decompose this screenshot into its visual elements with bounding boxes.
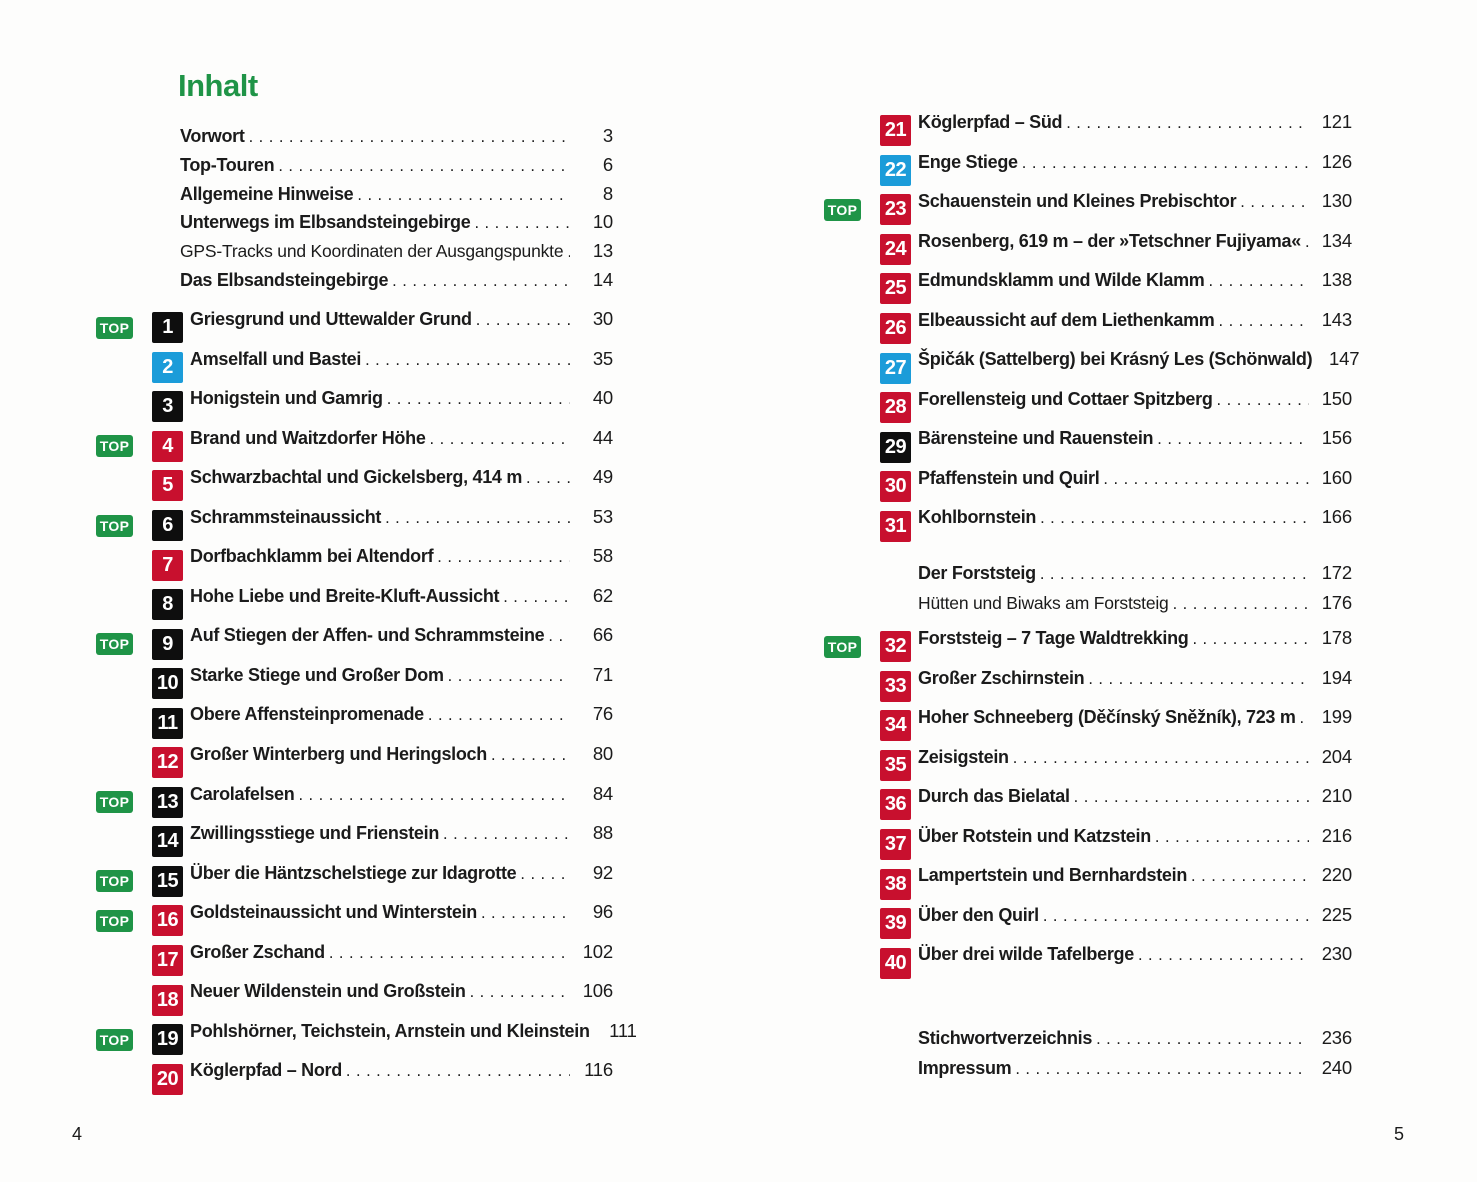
tour-number-box: 22 [880,155,911,186]
toc-entry-title: Über Rotstein und Katzstein [918,825,1151,846]
dot-leader [385,509,570,528]
dot-leader [443,825,570,844]
toc-entry-page: 53 [592,505,613,527]
toc-entry-title: Honigstein und Gamrig [190,388,383,409]
toc-entry-29 [824,427,1352,467]
toc-entry-title: Großer Zschirnstein [918,667,1085,688]
dot-leader [1088,670,1309,689]
dot-leader [1043,907,1309,926]
toc-entry-33 [824,667,1352,707]
toc-entry-31 [824,506,1352,546]
tour-number-box: 33 [880,671,911,702]
toc-entry-page: 116 [584,1059,613,1081]
toc-entry-32 [824,627,1352,667]
top-badge: TOP [96,1029,133,1051]
toc-entry-27 [824,348,1360,388]
toc-entry-title: Hütten und Biwaks am Forststeig [918,593,1169,613]
toc-entry [180,211,613,240]
dot-leader [1208,272,1309,291]
toc-entry-title: Unterwegs im Elbsandsteingebirge [180,212,471,233]
toc-entry-page: 6 [602,153,613,175]
toc-entry-page: 176 [1321,592,1352,613]
toc-entry-page: 44 [592,426,613,448]
toc-entry-25 [824,269,1352,309]
toc-entry-title: Bärensteine und Rauenstein [918,428,1154,449]
toc-entry-title: Vorwort [180,126,245,146]
toc-entry-17 [96,941,613,981]
dot-leader [387,390,570,409]
toc-entry-title: Obere Affensteinpromenade [190,704,424,725]
tour-number-box: 30 [880,471,911,502]
tour-number-box: 19 [152,1024,183,1055]
toc-entry-title: Schwarzbachtal und Gickelsberg, 414 m [190,467,523,488]
toc-entry-page: 216 [1321,824,1352,846]
top-badge-slot [96,1029,152,1051]
toc-entry-title: Lampertstein und Bernhardstein [918,865,1188,886]
top-badge: TOP [96,791,133,813]
toc-entry-title: Carolafelsen [190,783,295,804]
top-badge-slot [96,870,152,892]
toc-entry-title: Edmundsklamm und Wilde Klamm [918,270,1205,291]
toc-entry-9 [96,624,613,664]
toc-entry-title: Forststeig – 7 Tage Waldtrekking [918,628,1189,648]
dot-leader [365,351,570,370]
dot-leader [1022,154,1309,173]
toc-entry-title: Schrammsteinaussicht [190,506,382,527]
dot-leader [1040,509,1309,528]
toc-entry [918,592,1352,622]
toc-entry-title: Über die Häntzschelstiege zur Idagrotte [190,862,517,883]
toc-entry-title: Auf Stiegen der Affen- und Schrammsteine [190,625,545,646]
toc-entry-page: 172 [1321,562,1352,583]
toc-entry-21 [824,111,1352,151]
dot-leader [1013,749,1309,768]
dot-leader [1015,1060,1309,1079]
dot-leader [1217,391,1309,410]
toc-entry-page: 106 [582,980,613,1002]
toc-entry-page: 49 [592,466,613,488]
tour-number-box: 10 [152,668,183,699]
toc-entry-page: 138 [1321,269,1352,291]
toc-entry [180,240,613,269]
toc-entry-page: 178 [1321,627,1352,648]
tour-list-right-upper [824,111,1360,546]
toc-entry-35 [824,746,1352,786]
toc-entry-title: Schauenstein und Kleines Prebischtor [918,191,1237,212]
dot-leader [1305,233,1309,252]
toc-entry-title: Hohe Liebe und Breite-Kluft-Aussicht [190,585,500,606]
toc-entry-title: Brand und Waitzdorfer Höhe [190,427,426,448]
toc-entry-page: 35 [592,347,613,369]
tour-number-box: 9 [152,629,183,660]
toc-entry-page: 143 [1321,308,1352,330]
toc-entry-12 [96,743,613,783]
dot-leader [520,865,570,884]
dot-leader [1192,630,1309,649]
toc-entry-3 [96,387,613,427]
dot-leader [430,430,570,449]
toc-entry-page: 71 [592,663,613,685]
top-badge-slot [96,791,152,813]
toc-entry [180,183,613,212]
dot-leader [249,128,570,147]
toc-entry-2 [96,348,613,388]
toc-entry-page: 194 [1321,666,1352,688]
tour-number-box: 31 [880,511,911,542]
dot-leader [346,1062,570,1081]
toc-entry [918,562,1352,592]
toc-entry-20 [96,1059,613,1099]
toc-entry-page: 121 [1321,111,1352,132]
toc-entry-6 [96,506,613,546]
tour-number-box: 35 [880,750,911,781]
toc-entry-title: Über drei wilde Tafelberge [918,944,1134,965]
toc-entry-title: Über den Quirl [918,904,1039,925]
toc-entry-page: 204 [1321,745,1352,767]
toc-entry-page: 230 [1321,943,1352,965]
back-matter-list [918,1027,1352,1087]
top-badge: TOP [96,515,133,537]
toc-entry-title: Impressum [918,1058,1012,1078]
toc-entry-page: 210 [1321,785,1352,807]
toc-entry-title: Elbeaussicht auf dem Liethenkamm [918,309,1215,330]
toc-entry [180,125,613,154]
toc-entry-title: Zwillingsstiege und Frienstein [190,823,440,844]
top-badge-slot [824,199,880,221]
toc-entry-page: 160 [1321,466,1352,488]
dot-leader [357,186,570,205]
tour-number-box: 16 [152,905,183,936]
toc-entry-37 [824,825,1352,865]
toc-entry-page: 62 [592,584,613,606]
tour-number-box: 21 [880,115,911,146]
toc-entry-28 [824,388,1352,428]
top-badge: TOP [96,910,133,932]
tour-number-box: 28 [880,392,911,423]
tour-number-box: 7 [152,550,183,581]
top-badge: TOP [96,317,133,339]
dot-leader [392,272,570,291]
dot-leader [1096,1030,1309,1049]
tour-number-box: 17 [152,945,183,976]
dot-leader [437,548,570,567]
tour-number-box: 3 [152,391,183,422]
tour-number-box: 15 [152,866,183,897]
toc-entry-23 [824,190,1352,230]
toc-entry-page: 8 [602,182,613,204]
toc-entry [180,154,613,183]
toc-entry-page: 14 [592,268,613,290]
dot-leader [1074,788,1309,807]
toc-entry-11 [96,703,613,743]
tour-number-box: 32 [880,631,911,662]
top-badge-slot [96,317,152,339]
tour-number-box: 20 [152,1064,183,1095]
dot-leader [1066,114,1309,133]
tour-number-box: 25 [880,273,911,304]
toc-entry-title: Hoher Schneeberg (Děčínský Sněžník), 723 m [918,707,1296,728]
toc-entry-title: Köglerpfad – Nord [190,1060,342,1081]
top-badge: TOP [96,435,133,457]
dot-leader [526,469,570,488]
toc-entry-16 [96,901,613,941]
tour-number-box: 12 [152,747,183,778]
toc-entry-page: 76 [592,703,613,725]
toc-entry-title: Enge Stiege [918,151,1018,172]
toc-entry [918,1027,1352,1057]
dot-leader [428,706,570,725]
toc-entry-page: 240 [1321,1057,1352,1078]
tour-number-box: 13 [152,787,183,818]
toc-entry-title: Neuer Wildenstein und Großstein [190,981,466,1002]
tour-number-box: 36 [880,789,911,820]
toc-entry-page: 13 [592,240,613,262]
toc-entry-title: Pohlshörner, Teichstein, Arnstein und Kleinstein [190,1020,590,1041]
toc-entry-title: Pfaffenstein und Quirl [918,467,1100,488]
toc-entry [180,269,613,298]
toc-entry-page: 166 [1321,506,1352,528]
dot-leader [476,311,570,330]
tour-list-right-lower [824,627,1352,983]
toc-entry-page: 150 [1321,387,1352,409]
toc-entry-page: 130 [1321,190,1352,212]
tour-number-box: 4 [152,431,183,462]
tour-number-box: 29 [880,432,911,463]
toc-entry-title: GPS-Tracks und Koordinaten der Ausgangspunkte [180,241,564,262]
toc-entry-22 [824,151,1352,191]
toc-entry-page: 88 [592,822,613,844]
tour-number-box: 40 [880,948,911,979]
toc-entry-page: 102 [582,940,613,962]
toc-entry-title: Allgemeine Hinweise [180,183,354,204]
toc-entry-39 [824,904,1352,944]
toc-entry-page: 156 [1321,427,1352,449]
top-badge: TOP [824,636,861,658]
toc-entry-10 [96,664,613,704]
dot-leader [1240,193,1309,212]
tour-number-box: 37 [880,829,911,860]
top-badge: TOP [824,199,861,221]
toc-entry-page: 92 [592,861,613,883]
toc-entry-page: 30 [592,308,613,329]
toc-entry-26 [824,309,1352,349]
toc-entry-7 [96,545,613,585]
toc-entry-24 [824,230,1352,270]
dot-leader [491,746,570,765]
toc-entry-8 [96,585,613,625]
top-badge-slot [96,910,152,932]
toc-entry-title: Forellensteig und Cottaer Spitzberg [918,388,1213,409]
toc-entry-page: 80 [592,743,613,765]
dot-leader [548,627,570,646]
tour-number-box: 39 [880,908,911,939]
toc-entry-title: Großer Zschand [190,941,325,962]
toc-entry-page: 236 [1321,1027,1352,1048]
toc-entry-30 [824,467,1352,507]
toc-entry-13 [96,783,613,823]
tour-number-box: 8 [152,589,183,620]
toc-entry-19 [96,1019,637,1060]
toc-entry [918,1057,1352,1087]
dot-leader [278,157,570,176]
toc-entry-page: 84 [592,782,613,804]
toc-entry-title: Großer Winterberg und Heringsloch [190,744,487,765]
toc-entry-page: 225 [1321,903,1352,925]
toc-entry-title: Köglerpfad – Süd [918,112,1063,132]
dot-leader [448,667,570,686]
toc-entry-5 [96,466,613,506]
right-page-number: 5 [1393,1124,1404,1144]
tour-number-box: 11 [152,708,183,739]
toc-entry-title: Das Elbsandsteingebirge [180,269,389,290]
dot-leader [1219,312,1310,331]
toc-entry-title: Špičák (Sattelberg) bei Krásný Les (Schönwald) [918,349,1313,370]
toc-entry-title: Durch das Bielatal [918,786,1070,807]
front-matter-list [180,125,613,298]
top-badge-slot [96,435,152,457]
dot-leader [474,214,570,233]
dot-leader [1040,565,1309,584]
top-badge-slot [824,636,880,658]
toc-entry-page: 58 [592,545,613,567]
tour-number-box: 2 [152,352,183,383]
toc-entry-page: 3 [602,125,613,146]
toc-entry-title: Rosenberg, 619 m – der »Tetschner Fujiyama« [918,230,1301,251]
tour-number-box: 5 [152,470,183,501]
toc-entry-36 [824,785,1352,825]
dot-leader [1157,430,1309,449]
tour-number-box: 23 [880,194,911,225]
toc-entry-page: 111 [609,1019,637,1041]
tour-number-box: 18 [152,985,183,1016]
tour-number-box: 34 [880,710,911,741]
tour-number-box: 24 [880,234,911,265]
toc-entry-page: 199 [1321,706,1352,728]
tour-number-box: 38 [880,869,911,900]
toc-entry-34 [824,706,1352,746]
toc-entry-18 [96,980,613,1020]
dot-leader [1138,946,1309,965]
toc-entry-title: Top-Touren [180,154,275,175]
toc-entry-title: Starke Stiege und Großer Dom [190,664,444,685]
top-badge: TOP [96,870,133,892]
dot-leader [1155,828,1309,847]
dot-leader [298,786,570,805]
toc-entry-title: Griesgrund und Uttewalder Grund [190,309,472,329]
toc-entry-page: 126 [1321,150,1352,172]
toc-entry-title: Amselfall und Bastei [190,348,362,369]
toc-entry-title: Zeisigstein [918,746,1009,767]
toc-entry-4 [96,427,613,467]
dot-leader [329,944,570,963]
top-badge: TOP [96,633,133,655]
dot-leader [1191,867,1309,886]
toc-entry-1 [96,308,613,348]
tour-number-box: 1 [152,312,183,343]
toc-entry-page: 220 [1321,864,1352,886]
forststeig-section-list [918,562,1352,622]
toc-entry-page: 10 [592,211,613,233]
dot-leader [567,243,570,262]
toc-entry-title: Dorfbachklamm bei Altendorf [190,546,434,567]
dot-leader [470,983,570,1002]
top-badge-slot [96,633,152,655]
toc-entry-page: 96 [592,901,613,923]
toc-entry-title: Stichwortverzeichnis [918,1028,1093,1048]
dot-leader [1173,595,1309,614]
toc-entry-14 [96,822,613,862]
tour-list-left [96,308,637,1099]
dot-leader [1103,470,1309,489]
toc-entry-page: 66 [592,624,613,646]
tour-number-box: 6 [152,510,183,541]
top-badge-slot [96,515,152,537]
toc-entry-38 [824,864,1352,904]
toc-entry-40 [824,943,1352,983]
tour-number-box: 26 [880,313,911,344]
tour-number-box: 14 [152,826,183,857]
toc-entry-page: 147 [1329,348,1360,370]
toc-entry-title: Kohlbornstein [918,507,1037,528]
page-title: Inhalt [178,68,258,103]
toc-entry-title: Der Forststeig [918,563,1036,583]
dot-leader [1300,709,1309,728]
left-page-number: 4 [72,1124,83,1144]
toc-entry-15 [96,862,613,902]
toc-entry-page: 134 [1321,229,1352,251]
dot-leader [481,904,570,923]
toc-entry-title: Goldsteinaussicht und Winterstein [190,902,477,923]
toc-entry-page: 40 [592,387,613,409]
dot-leader [503,588,570,607]
tour-number-box: 27 [880,353,911,384]
